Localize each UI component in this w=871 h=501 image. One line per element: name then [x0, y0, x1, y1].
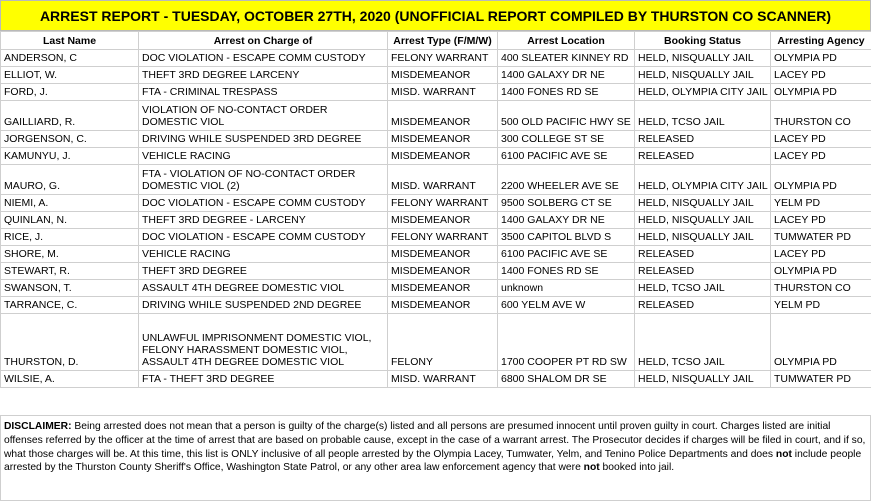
cell-last-name: MAURO, G. [1, 165, 139, 195]
cell-booking-status: HELD, NISQUALLY JAIL [635, 371, 771, 388]
cell-location: 300 COLLEGE ST SE [498, 131, 635, 148]
cell-charge: THEFT 3RD DEGREE [139, 263, 388, 280]
cell-booking-status: HELD, TCSO JAIL [635, 314, 771, 371]
cell-last-name: STEWART, R. [1, 263, 139, 280]
cell-arrest-type: FELONY WARRANT [388, 229, 498, 246]
table-row [1, 280, 871, 297]
cell-charge: VIOLATION OF NO-CONTACT ORDER DOMESTIC VIOL [139, 101, 388, 131]
cell-booking-status: HELD, NISQUALLY JAIL [635, 67, 771, 84]
cell-agency: THURSTON CO [771, 280, 871, 297]
cell-booking-status: HELD, NISQUALLY JAIL [635, 229, 771, 246]
cell-location: 1400 GALAXY DR NE [498, 67, 635, 84]
report-title: ARREST REPORT - TUESDAY, OCTOBER 27TH, 2020 (UNOFFICIAL REPORT COMPILED BY THURSTON CO SCANNER) [0, 0, 871, 31]
cell-booking-status: HELD, OLYMPIA CITY JAIL [635, 84, 771, 101]
cell-last-name: RICE, J. [1, 229, 139, 246]
cell-location: 2200 WHEELER AVE SE [498, 165, 635, 195]
col-header-last-name: Last Name [1, 32, 139, 50]
cell-last-name: SWANSON, T. [1, 280, 139, 297]
cell-last-name: GAILLIARD, R. [1, 101, 139, 131]
table-row [1, 148, 871, 165]
cell-last-name: SHORE, M. [1, 246, 139, 263]
disclaimer-text-3: booked into jail. [599, 462, 675, 474]
cell-arrest-type: MISDEMEANOR [388, 67, 498, 84]
cell-arrest-type: MISDEMEANOR [388, 280, 498, 297]
cell-booking-status: RELEASED [635, 297, 771, 314]
cell-booking-status: RELEASED [635, 263, 771, 280]
table-row [1, 165, 871, 195]
cell-last-name: TARRANCE, C. [1, 297, 139, 314]
cell-agency: LACEY PD [771, 148, 871, 165]
table-row [1, 50, 871, 67]
cell-location: 1400 GALAXY DR NE [498, 212, 635, 229]
table-row [1, 212, 871, 229]
table-row [1, 195, 871, 212]
cell-booking-status: HELD, NISQUALLY JAIL [635, 50, 771, 67]
cell-location: 6100 PACIFIC AVE SE [498, 246, 635, 263]
arrest-table [0, 31, 871, 388]
cell-booking-status: HELD, TCSO JAIL [635, 280, 771, 297]
cell-arrest-type: MISDEMEANOR [388, 297, 498, 314]
table-row [1, 101, 871, 131]
cell-arrest-type: FELONY WARRANT [388, 50, 498, 67]
cell-last-name: ANDERSON, C [1, 50, 139, 67]
cell-last-name: ELLIOT, W. [1, 67, 139, 84]
table-row [1, 314, 871, 371]
cell-arrest-type: MISD. WARRANT [388, 371, 498, 388]
cell-arrest-type: FELONY [388, 314, 498, 371]
cell-booking-status: HELD, OLYMPIA CITY JAIL [635, 165, 771, 195]
cell-agency: OLYMPIA PD [771, 50, 871, 67]
cell-arrest-type: MISD. WARRANT [388, 84, 498, 101]
cell-charge: VEHICLE RACING [139, 246, 388, 263]
cell-last-name: NIEMI, A. [1, 195, 139, 212]
cell-charge: ASSAULT 4TH DEGREE DOMESTIC VIOL [139, 280, 388, 297]
cell-agency: OLYMPIA PD [771, 84, 871, 101]
cell-agency: OLYMPIA PD [771, 314, 871, 371]
table-row [1, 371, 871, 388]
cell-charge: THEFT 3RD DEGREE - LARCENY [139, 212, 388, 229]
table-row [1, 263, 871, 280]
table-row [1, 246, 871, 263]
cell-location: 3500 CAPITOL BLVD S [498, 229, 635, 246]
cell-booking-status: HELD, TCSO JAIL [635, 101, 771, 131]
cell-arrest-type: MISDEMEANOR [388, 148, 498, 165]
table-row [1, 297, 871, 314]
cell-arrest-type: MISDEMEANOR [388, 131, 498, 148]
col-header-charge: Arrest on Charge of [139, 32, 388, 50]
disclaimer [0, 415, 871, 501]
disclaimer-text-2: include people arrested by the Thurston County Sheriff's Office, Washington State Patrol, or any other area law enforcement agency that were [4, 448, 862, 474]
cell-booking-status: RELEASED [635, 148, 771, 165]
table-row [1, 84, 871, 101]
cell-agency: LACEY PD [771, 131, 871, 148]
table-row [1, 229, 871, 246]
disclaimer-not-2: not [583, 462, 600, 474]
col-header-agency: Arresting Agency [771, 32, 871, 50]
cell-agency: THURSTON CO [771, 101, 871, 131]
col-header-arrest-type: Arrest Type (F/M/W) [388, 32, 498, 50]
cell-booking-status: HELD, NISQUALLY JAIL [635, 212, 771, 229]
cell-location: 1400 FONES RD SE [498, 84, 635, 101]
cell-location: 500 OLD PACIFIC HWY SE [498, 101, 635, 131]
cell-charge: DRIVING WHILE SUSPENDED 2ND DEGREE [139, 297, 388, 314]
cell-agency: YELM PD [771, 297, 871, 314]
cell-agency: TUMWATER PD [771, 229, 871, 246]
cell-agency: TUMWATER PD [771, 371, 871, 388]
disclaimer-label: DISCLAIMER: [4, 421, 72, 432]
cell-location: 400 SLEATER KINNEY RD [498, 50, 635, 67]
table-body [1, 50, 871, 388]
cell-charge: THEFT 3RD DEGREE LARCENY [139, 67, 388, 84]
cell-charge: DRIVING WHILE SUSPENDED 3RD DEGREE [139, 131, 388, 148]
cell-last-name: FORD, J. [1, 84, 139, 101]
cell-location: unknown [498, 280, 635, 297]
cell-last-name: JORGENSON, C. [1, 131, 139, 148]
cell-arrest-type: MISDEMEANOR [388, 212, 498, 229]
disclaimer-not-1: not [775, 448, 792, 460]
cell-booking-status: RELEASED [635, 246, 771, 263]
cell-arrest-type: MISD. WARRANT [388, 165, 498, 195]
cell-arrest-type: MISDEMEANOR [388, 101, 498, 131]
cell-agency: OLYMPIA PD [771, 165, 871, 195]
cell-location: 1700 COOPER PT RD SW [498, 314, 635, 371]
cell-charge: FTA - VIOLATION OF NO-CONTACT ORDER DOMESTIC VIOL (2) [139, 165, 388, 195]
cell-location: 6100 PACIFIC AVE SE [498, 148, 635, 165]
cell-charge: UNLAWFUL IMPRISONMENT DOMESTIC VIOL, FELONY HARASSMENT DOMESTIC VIOL, ASSAULT 4TH DEGREE DOMESTIC VIOL [139, 314, 388, 371]
cell-booking-status: RELEASED [635, 131, 771, 148]
cell-location: 1400 FONES RD SE [498, 263, 635, 280]
cell-agency: LACEY PD [771, 67, 871, 84]
cell-agency: LACEY PD [771, 246, 871, 263]
table-header [1, 32, 871, 50]
cell-last-name: WILSIE, A. [1, 371, 139, 388]
cell-agency: LACEY PD [771, 212, 871, 229]
cell-booking-status: HELD, NISQUALLY JAIL [635, 195, 771, 212]
col-header-booking-status: Booking Status [635, 32, 771, 50]
cell-arrest-type: MISDEMEANOR [388, 263, 498, 280]
cell-arrest-type: MISDEMEANOR [388, 246, 498, 263]
cell-charge: DOC VIOLATION - ESCAPE COMM CUSTODY [139, 229, 388, 246]
cell-arrest-type: FELONY WARRANT [388, 195, 498, 212]
cell-agency: OLYMPIA PD [771, 263, 871, 280]
cell-charge: FTA - THEFT 3RD DEGREE [139, 371, 388, 388]
cell-charge: FTA - CRIMINAL TRESPASS [139, 84, 388, 101]
col-header-location: Arrest Location [498, 32, 635, 50]
cell-charge: VEHICLE RACING [139, 148, 388, 165]
cell-last-name: THURSTON, D. [1, 314, 139, 371]
cell-last-name: QUINLAN, N. [1, 212, 139, 229]
cell-agency: YELM PD [771, 195, 871, 212]
disclaimer-text-1: Being arrested does not mean that a person is guilty of the charge(s) listed and all persons are presumed innocent until proven guilty in court. Charges listed are initial offenses referred by the officer at the time of arrest that are based on probable cause, except in the case of a warrant arrest. The Prosecutor decides if charges will be filed in court, and if so, what those charges will be. At this time, this list is ONLY inclusive of all people arrested by the Olympia Lacey, Tumwater, Yelm, and Tenino Police Departments and does [4, 421, 866, 460]
cell-charge: DOC VIOLATION - ESCAPE COMM CUSTODY [139, 50, 388, 67]
cell-location: 9500 SOLBERG CT SE [498, 195, 635, 212]
cell-location: 600 YELM AVE W [498, 297, 635, 314]
cell-last-name: KAMUNYU, J. [1, 148, 139, 165]
table-row [1, 131, 871, 148]
cell-charge: DOC VIOLATION - ESCAPE COMM CUSTODY [139, 195, 388, 212]
table-row [1, 67, 871, 84]
cell-location: 6800 SHALOM DR SE [498, 371, 635, 388]
